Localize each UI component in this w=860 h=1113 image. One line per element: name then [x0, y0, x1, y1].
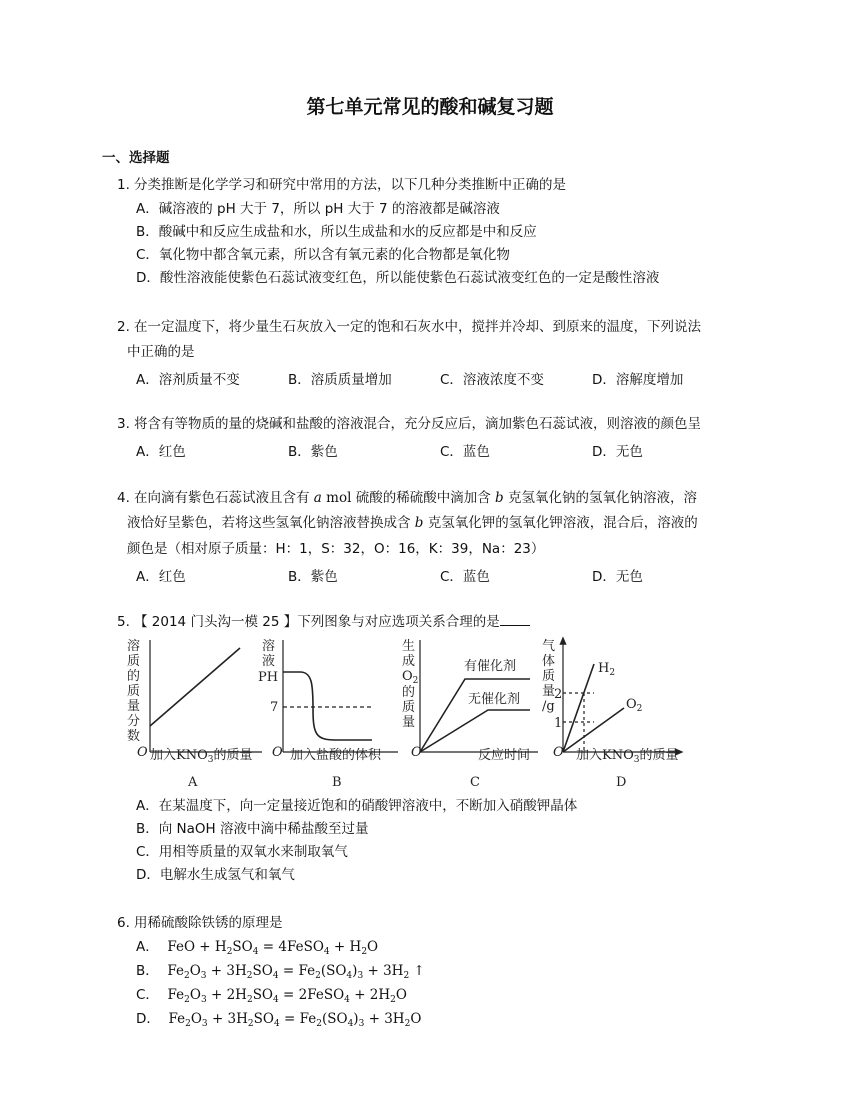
option-c-equation: C． $Fe_2O_3 + 2H_2SO_4$ = 2FeSO$_4$ + $2H_2O$: [136, 987, 407, 1005]
option-a: A．红色: [136, 569, 186, 585]
question-stem-part: 克氢氧化钾的氢氧化钾溶液，混合后，溶液的: [427, 515, 698, 531]
graph-b-curve: [283, 672, 372, 740]
graph-b-ph-label: PH: [258, 670, 279, 685]
variable-a: a: [313, 490, 322, 506]
graph-d-tick-1: 1: [554, 716, 563, 731]
option-d: D．无色: [592, 569, 643, 585]
question-1: [117, 175, 566, 196]
graph-a-line: [150, 648, 240, 726]
question-stem: 在向滴有紫色石蕊试液且含有: [134, 490, 310, 506]
option-a: A．碱溶液的 pH 大于 7，所以 pH 大于 7 的溶液都是碱溶液: [136, 201, 500, 217]
question-6: [117, 913, 283, 934]
graph-d-o2-line: [563, 708, 624, 752]
question-stem-cont: [127, 513, 698, 534]
question-stem-cont: 中正确的是: [127, 344, 195, 360]
page-title: 第七单元常见的酸和碱复习题: [306, 96, 554, 118]
option-c: C．溶液浓度不变: [440, 372, 544, 388]
question-stem-cont: 颜色是（相对原子质量：H：1，S：32，O：16，K：39，Na：23）: [127, 541, 545, 557]
option-a-equation: A． FeO + $H_2SO_4$ = 4FeSO$_4$ + $H_2O$: [136, 939, 379, 957]
answer-blank: [500, 613, 530, 626]
graph-c-caption: C: [470, 775, 480, 790]
graph-d-o2-label: $O_2$: [626, 697, 643, 714]
graph-a-ylabel: 溶质的质量分数: [127, 639, 141, 744]
question-number: 5.: [117, 614, 130, 630]
option-a: A．在某温度下，向一定量接近饱和的硝酸钾溶液中，不断加入硝酸钾晶体: [136, 798, 578, 814]
question-2: [117, 317, 701, 338]
variable-b: b: [495, 490, 504, 506]
option-b: B．紫色: [288, 569, 338, 585]
graph-c-xlabel: 反应时间: [478, 748, 531, 763]
option-b-equation: B． $Fe_2O_3 + 3H_2SO_4 = Fe_2(SO_4)_3 + 3H_2$ ↑: [136, 963, 425, 981]
graph-d-h2-label: $H_2$: [598, 661, 616, 678]
graphs-figure: [120, 634, 700, 794]
option-a: A．红色: [136, 444, 186, 460]
option-b: B．紫色: [288, 444, 338, 460]
question-number: 2.: [117, 319, 130, 335]
graph-a-xlabel: 加入$KNO_3$的质量: [150, 748, 253, 765]
question-stem: 用稀硫酸除铁锈的原理是: [134, 915, 283, 931]
option-d: D．无色: [592, 444, 643, 460]
section-heading: 一、选择题: [102, 150, 170, 166]
question-5: [117, 612, 530, 633]
option-b: B．酸碱中和反应生成盐和水，所以生成盐和水的反应都是中和反应: [136, 224, 537, 240]
option-b: B．溶质质量增加: [288, 372, 392, 388]
option-d: D．溶解度增加: [592, 372, 684, 388]
graph-d-h2-line: [563, 664, 594, 752]
question-number: 1.: [117, 177, 130, 193]
option-c: C．氧化物中都含氧元素，所以含有氧元素的化合物都是氧化物: [136, 247, 510, 263]
graph-d-ylabel: 气体质量/g: [542, 639, 556, 714]
option-b: B．向 NaOH 溶液中滴中稀盐酸至过量: [136, 821, 369, 837]
option-letter: C．: [136, 987, 159, 1003]
graph-d-xlabel: 加入$KNO_3$的质量: [576, 748, 679, 765]
graph-c-ylabel: 生成 $O_2$ 的质量: [402, 639, 419, 730]
variable-b: b: [414, 515, 424, 531]
question-4: [117, 488, 697, 509]
question-stem: 分类推断是化学学习和研究中常用的方法，以下几种分类推断中正确的是: [134, 177, 566, 193]
graph-d-tick-2: 2: [554, 687, 563, 702]
graph-b-origin: O: [272, 745, 283, 760]
graph-c-catalyst-label: 有催化剂: [464, 659, 517, 674]
graph-c-origin: O: [411, 745, 422, 760]
question-stem-part: 硫酸的稀硫酸中滴加含: [355, 490, 491, 506]
question-stem-part: 克氢氧化钠的氢氧化钠溶液，溶: [507, 490, 697, 506]
question-number: 3.: [117, 416, 130, 432]
graph-c-no-catalyst-line: [420, 710, 530, 752]
option-c: C．蓝色: [440, 444, 490, 460]
question-3: [117, 414, 701, 435]
graph-b-seven-label: 7: [270, 700, 279, 715]
graph-a-caption: A: [188, 775, 198, 790]
graph-d-origin: O: [553, 745, 564, 760]
option-letter: A．: [136, 939, 159, 955]
question-number: 6.: [117, 915, 130, 931]
question-stem-part: 液恰好呈紫色，若将这些氢氧化钠溶液替换成含: [127, 515, 411, 531]
option-letter: D．: [136, 1011, 160, 1027]
option-c: C．蓝色: [440, 569, 490, 585]
option-d: D．电解水生成氢气和氧气: [136, 867, 295, 883]
graph-c-no-catalyst-label: 无催化剂: [468, 692, 521, 707]
unit-mol: mol: [326, 490, 352, 506]
question-number: 4.: [117, 490, 130, 506]
option-a: A．溶剂质量不变: [136, 372, 240, 388]
graph-b-xlabel: 加入盐酸的体积: [290, 748, 382, 763]
graph-b-caption: B: [332, 775, 342, 790]
question-stem: 【 2014 门头沟一模 25 】下列图象与对应选项关系合理的是: [134, 614, 500, 630]
option-c: C．用相等质量的双氧水来制取氧气: [136, 844, 348, 860]
question-stem: 在一定温度下，将少量生石灰放入一定的饱和石灰水中，搅拌并冷却、到原来的温度，下列说法: [134, 319, 701, 335]
option-letter: B．: [136, 963, 159, 979]
option-d-equation: D． $Fe_2O_3 + 3H_2SO_4 = Fe_2(SO_4)_3 + 3H_2O$: [136, 1011, 422, 1029]
option-d: D．酸性溶液能使紫色石蕊试液变红色，所以能使紫色石蕊试液变红色的一定是酸性溶液: [136, 270, 660, 286]
graph-d-caption: D: [616, 775, 627, 790]
graph-a-origin: O: [137, 745, 148, 760]
question-stem: 将含有等物质的量的烧碱和盐酸的溶液混合，充分反应后，滴加紫色石蕊试液，则溶液的颜色呈: [134, 416, 701, 432]
graph-b-ylabel: 溶液: [262, 639, 276, 669]
